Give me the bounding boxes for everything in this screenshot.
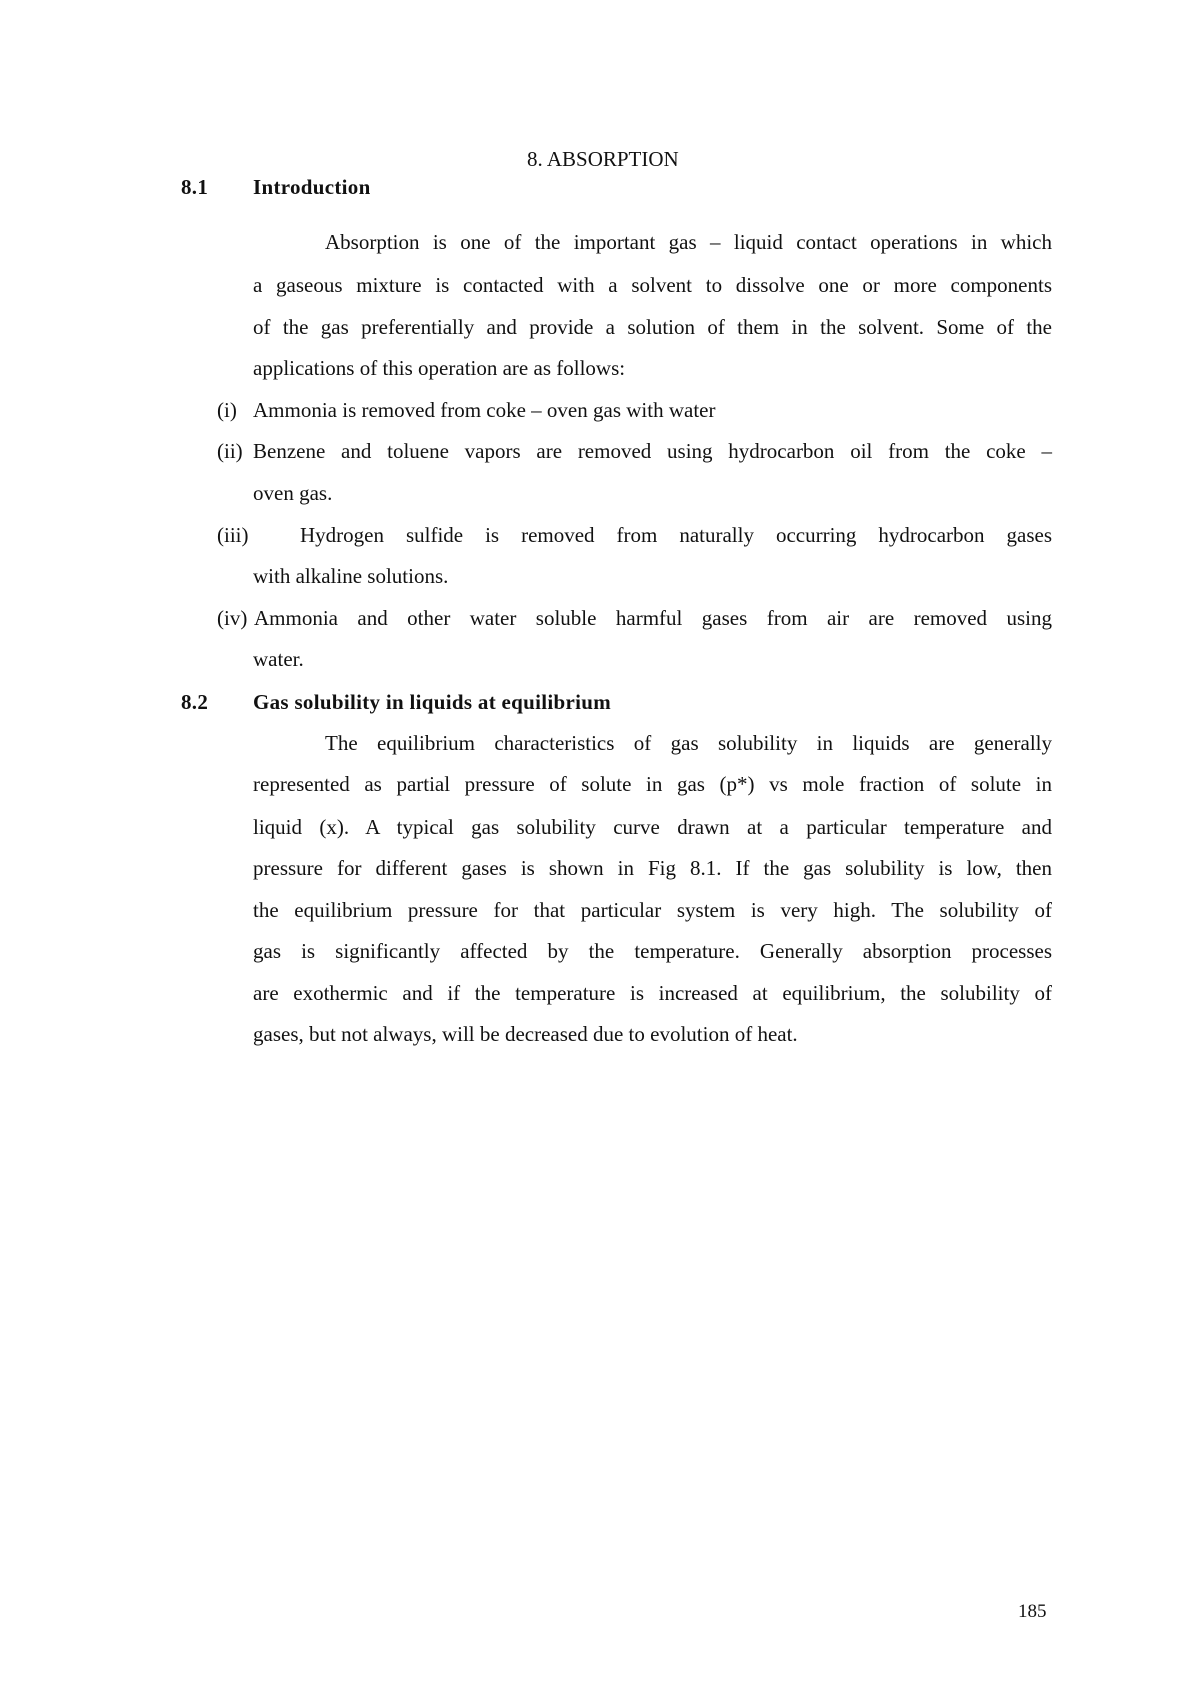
paragraph-line: of the gas preferentially and provide a solution of them in the solvent. Some of the <box>253 315 1052 339</box>
list-marker: (iv) <box>217 606 248 630</box>
list-item: Ammonia is removed from coke – oven gas with water <box>253 398 716 422</box>
list-marker: (i) <box>217 398 237 422</box>
paragraph-line: Absorption is one of the important gas – liquid contact operations in which <box>325 230 1052 254</box>
page-number: 185 <box>1018 1601 1047 1622</box>
paragraph-line: a gaseous mixture is contacted with a solvent to dissolve one or more components <box>253 273 1052 297</box>
paragraph-line: represented as partial pressure of solute in gas (p*) vs mole fraction of solute in <box>253 772 1052 796</box>
paragraph-line: applications of this operation are as follows: <box>253 356 626 380</box>
paragraph-line: gas is significantly affected by the temperature. Generally absorption processes <box>253 939 1052 963</box>
section-number: 8.2 <box>181 690 209 714</box>
list-item: Benzene and toluene vapors are removed using hydrocarbon oil from the coke – <box>253 439 1052 463</box>
list-item: with alkaline solutions. <box>253 564 449 588</box>
list-marker: (iii) <box>217 523 249 547</box>
paragraph-line: pressure for different gases is shown in Fig 8.1. If the gas solubility is low, then <box>253 856 1052 880</box>
list-item: Hydrogen sulfide is removed from naturally occurring hydrocarbon gases <box>300 523 1052 547</box>
section-title: Gas solubility in liquids at equilibrium <box>253 690 612 714</box>
section-number: 8.1 <box>181 175 209 199</box>
paragraph-line: the equilibrium pressure for that particular system is very high. The solubility of <box>253 898 1052 922</box>
paragraph-line: are exothermic and if the temperature is increased at equilibrium, the solubility of <box>253 981 1052 1005</box>
paragraph-line: liquid (x). A typical gas solubility curve drawn at a particular temperature and <box>253 815 1052 839</box>
list-item: Ammonia and other water soluble harmful gases from air are removed using <box>254 606 1052 630</box>
paragraph-line: The equilibrium characteristics of gas solubility in liquids are generally <box>325 731 1052 755</box>
chapter-title: 8. ABSORPTION <box>527 147 679 171</box>
list-item: oven gas. <box>253 481 333 505</box>
paragraph-line: gases, but not always, will be decreased due to evolution of heat. <box>253 1022 798 1046</box>
list-marker: (ii) <box>217 439 243 463</box>
list-item: water. <box>253 647 304 671</box>
section-title: Introduction <box>253 175 371 199</box>
